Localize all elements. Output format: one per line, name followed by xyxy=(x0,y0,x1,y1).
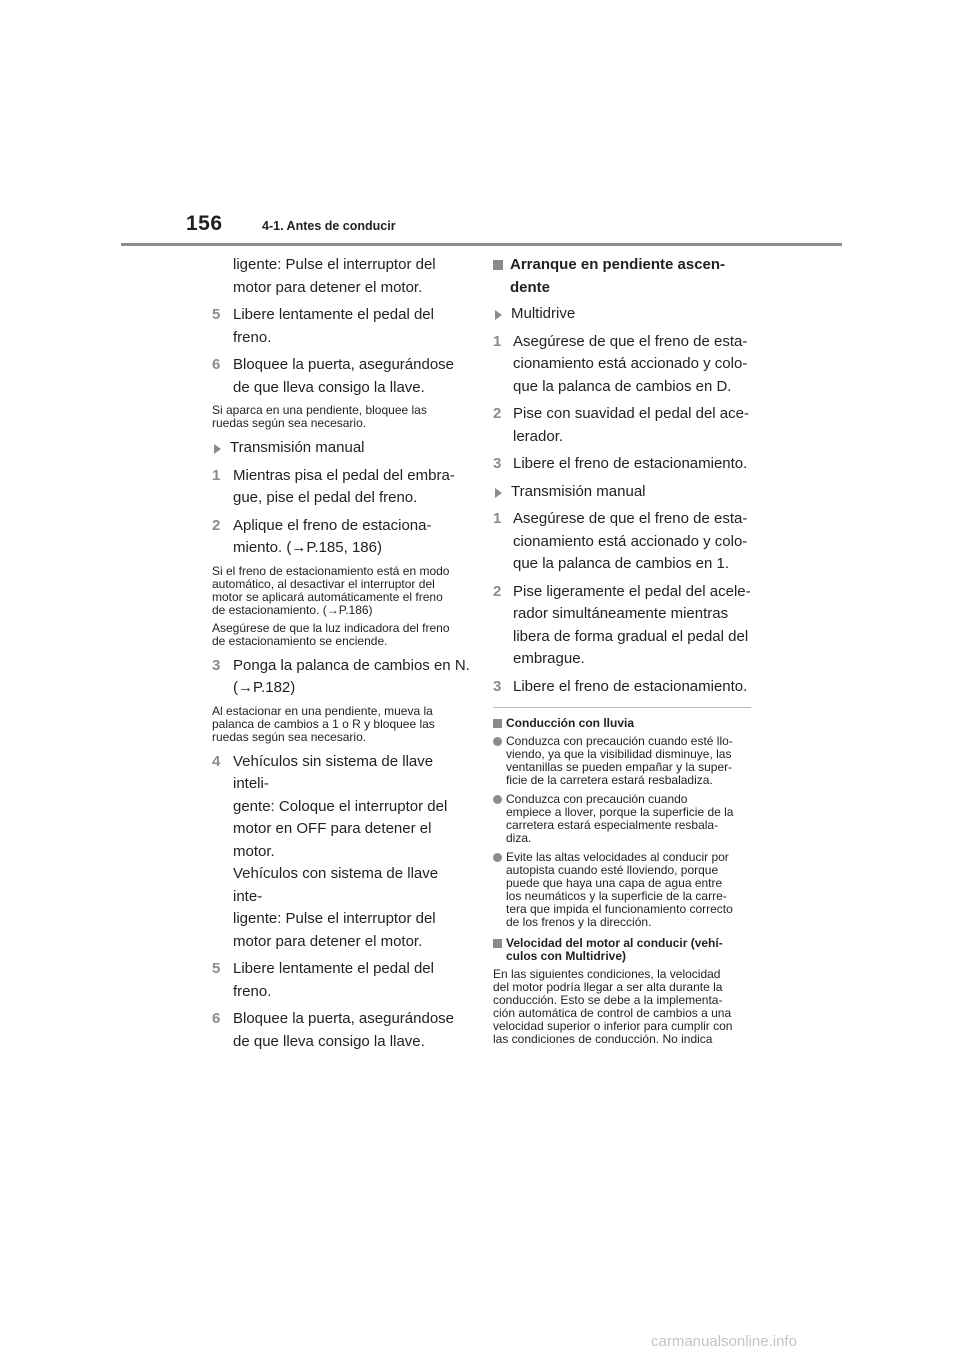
step-number: 3 xyxy=(493,455,502,472)
triangle-marker-icon xyxy=(214,444,221,454)
step-number: 3 xyxy=(493,677,502,695)
note-slope-gear: Al estacionar en una pendiente, mueva la palanca de cambios a 1 o R y bloquee las ruedas según sea necesario. xyxy=(212,703,435,744)
step-number: 1 xyxy=(212,466,221,484)
step-text: Pise ligeramente el pedal del acele- rador simultáneamente mientras libera de forma gradual el pedal del embrague. xyxy=(513,582,751,667)
step-text: Mientras pisa el pedal del embra- gue, pise el pedal del freno. xyxy=(233,466,455,506)
step-text: Asegúrese de que el freno de esta- cionamiento está accionado y colo- que la palanca de cambios en D. xyxy=(513,332,748,395)
step-number: 6 xyxy=(212,1010,221,1027)
heading-uphill-start xyxy=(493,254,755,299)
step-text: Libere lentamente el pedal del freno. xyxy=(233,960,434,1000)
step-number: 5 xyxy=(212,960,221,977)
subheading-label: Transmisión manual xyxy=(511,482,646,500)
step-number: 2 xyxy=(493,582,502,600)
heading-text: Velocidad del motor al conducir (vehí- culos con Multidrive) xyxy=(506,936,723,963)
header-divider xyxy=(121,243,842,246)
step-number: 1 xyxy=(493,332,502,350)
step-3 xyxy=(493,453,755,476)
heading-text: Arranque en pendiente ascen- dente xyxy=(510,256,726,296)
step-text: Vehículos sin sistema de llave inteli- gente: Coloque el interruptor del motor en OFF para detener el motor. Vehículos con sistema de llave inte- ligente: Pulse el interruptor del motor para detener el motor. xyxy=(233,752,448,950)
step-text: Libere lentamente el pedal del freno. xyxy=(233,306,434,346)
step-text: Asegúrese de que el freno de esta- cionamiento está accionado y colo- que la palanca de cambios en 1. xyxy=(513,510,748,572)
step-number: 2 xyxy=(212,516,221,534)
bullet-text: Evite las altas velocidades al conducir por autopista cuando esté lloviendo, porque puede que haya una capa de agua entre los neumáticos y la superficie de la carre- tera que impida el funcionamiento correcto de los frenos y la dirección. xyxy=(506,850,733,929)
step-number: 2 xyxy=(493,405,502,422)
step-3 xyxy=(212,655,470,700)
square-marker-icon xyxy=(493,719,502,728)
step-text: Libere el freno de estacionamiento. xyxy=(513,455,748,472)
step-text: Bloquee la puerta, asegurándose de que lleva consigo la llave. xyxy=(233,356,455,396)
square-marker-icon xyxy=(493,939,502,948)
triangle-marker-icon xyxy=(495,488,502,498)
section-divider xyxy=(493,707,751,708)
subheading-multidrive xyxy=(493,303,755,326)
step-number: 5 xyxy=(212,306,221,323)
step-6 xyxy=(212,1008,470,1053)
step-1 xyxy=(212,465,470,510)
step-text: Pise con suavidad el pedal del ace- lerador. xyxy=(513,405,749,445)
right-column xyxy=(493,254,755,1046)
note-slope: Si aparca en una pendiente, bloquee las ruedas según sea necesario. xyxy=(212,403,427,430)
subheading-manual-transmission xyxy=(212,437,470,460)
step-1 xyxy=(493,331,755,399)
step-text: Aplique el freno de estaciona- miento. (→P.185, 186) xyxy=(233,516,432,556)
step-1 xyxy=(493,508,755,576)
heading-text: Conducción con lluvia xyxy=(506,716,635,730)
bullet-dot-icon xyxy=(493,737,502,746)
bullet-item xyxy=(493,851,755,929)
bullet-item xyxy=(493,793,755,845)
square-marker-icon xyxy=(493,260,503,270)
heading-rain-driving xyxy=(493,717,755,730)
bullet-text: Conduzca con precaución cuando empiece a llover, porque la superficie de la carretera estará especialmente resbala- diza. xyxy=(506,792,734,845)
left-column xyxy=(212,254,470,1058)
page-number: 156 xyxy=(186,212,223,235)
subheading-label: Multidrive xyxy=(511,305,576,322)
step-4 xyxy=(212,751,470,954)
subheading-manual-transmission xyxy=(493,481,755,504)
note-indicator-light: Asegúrese de que la luz indicadora del freno de estacionamiento se enciende. xyxy=(212,620,450,648)
heading-engine-speed xyxy=(493,937,755,963)
step-text: Bloquee la puerta, asegurándose de que lleva consigo la llave. xyxy=(233,1010,455,1050)
step-5 xyxy=(212,304,470,349)
step-2 xyxy=(493,581,755,671)
subheading-label: Transmisión manual xyxy=(230,439,365,456)
engine-speed-paragraph: En las siguientes condiciones, la velocidad del motor podría llegar a ser alta durante la conducción. Esto se debe a la implementa- ción automática de control de cambios a una velocidad superior o inferior para cumplir con las condiciones de conducción. No indica xyxy=(493,967,733,1046)
section-title: 4-1. Antes de conducir xyxy=(262,219,396,233)
bullet-item xyxy=(493,735,755,787)
bullet-text: Conduzca con precaución cuando esté llo- viendo, ya que la visibilidad disminuye, las ventanillas se pueden empañar y la super- ficie de la carretera estará resbaladiza. xyxy=(506,734,733,787)
step-number: 1 xyxy=(493,510,502,527)
step-3 xyxy=(493,676,755,699)
step-number: 4 xyxy=(212,752,221,770)
bullet-dot-icon xyxy=(493,795,502,804)
step-text: Ponga la palanca de cambios en N. (→P.182) xyxy=(233,656,470,696)
continued-text: ligente: Pulse el interruptor del motor para detener el motor. xyxy=(233,256,436,296)
step-5 xyxy=(212,958,470,1003)
watermark-text: carmanualsonline.info xyxy=(651,1333,797,1350)
step-6 xyxy=(212,354,470,399)
step-number: 3 xyxy=(212,656,221,674)
note-parking-brake-auto: Si el freno de estacionamiento está en modo automático, al desactivar el interruptor del motor se aplicará automáticamente el freno de estacionamiento. (→P.186) xyxy=(212,563,450,617)
bullet-dot-icon xyxy=(493,853,502,862)
step-2 xyxy=(493,403,755,448)
step-text: Libere el freno de estacionamiento. xyxy=(513,677,748,695)
step-2 xyxy=(212,515,470,560)
step-number: 6 xyxy=(212,356,221,373)
triangle-marker-icon xyxy=(495,310,502,320)
